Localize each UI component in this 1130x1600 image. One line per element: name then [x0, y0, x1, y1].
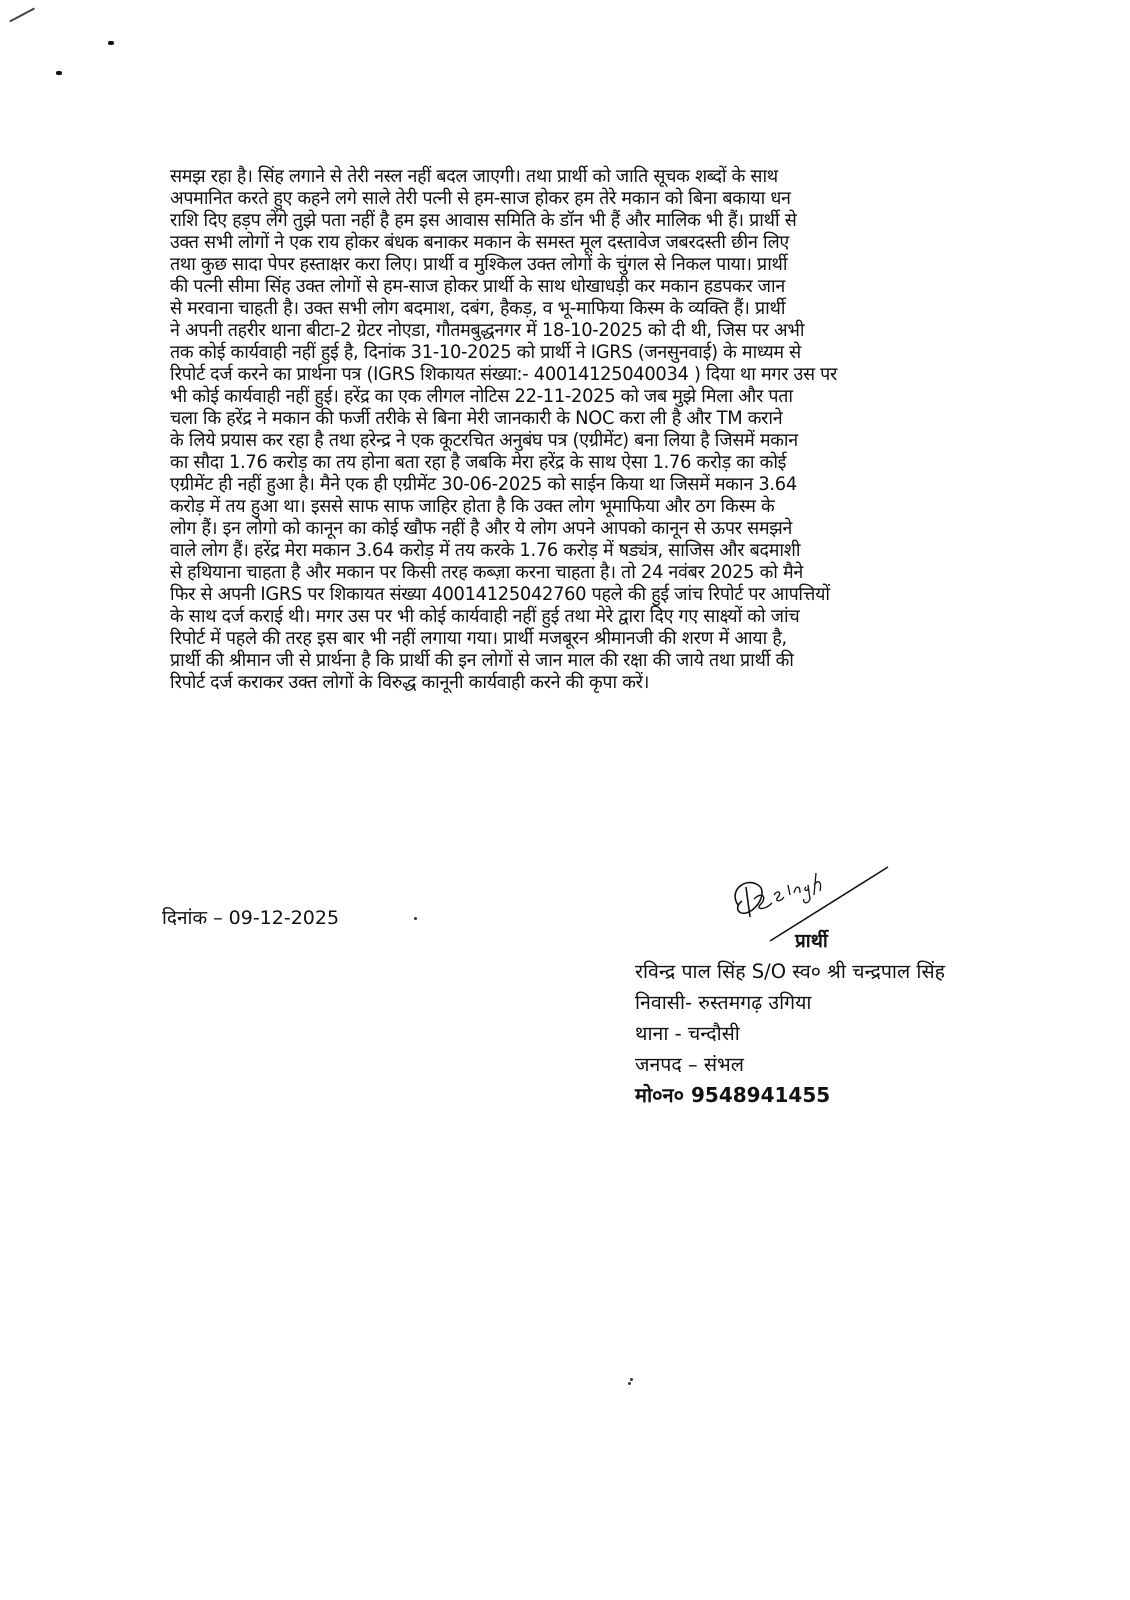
- scan-speck: [414, 917, 417, 920]
- body-line: अपमानित करते हुए कहने लगे साले तेरी पत्नी से हम-साज होकर हम तेरे मकान को बिना बकाया धन: [170, 188, 791, 209]
- scan-speck: [630, 1378, 633, 1381]
- scan-speck: [628, 1382, 631, 1385]
- body-line: प्रार्थी की श्रीमान जी से प्रार्थना है कि प्रार्थी की इन लोगों से जान माल की रक्षा की जाये तथा प्रार्थी की: [170, 650, 794, 671]
- body-line: रिपोर्ट दर्ज कराकर उक्त लोगों के विरुद्ध कानूनी कार्यवाही करने की कृपा करें।: [170, 672, 650, 693]
- body-line: के लिये प्रयास कर रहा है तथा हरेन्द्र ने एक कूटरचित अनुबंघ पत्र (एग्रीमेंट) बना लिया है जिसमें मकान: [170, 430, 798, 451]
- body-line: रिपोर्ट दर्ज करने का प्रार्थना पत्र (IGRS शिकायत संख्या:- 40014125040034 ) दिया था मगर उस पर: [170, 364, 837, 385]
- applicant-label: प्रार्थी: [795, 930, 828, 952]
- body-line: रिपोर्ट में पहले की तरह इस बार भी नहीं लगाया गया। प्रार्थी मजबूरन श्रीमानजी की शरण में आया है,: [170, 628, 787, 649]
- body-line: वाले लोग हैं। हरेंद्र मेरा मकान 3.64 करोड़ में तय करके 1.76 करोड़ में षड्यंत्र, साजिस और बदमाशी: [170, 540, 801, 561]
- body-line: की पत्नी सीमा सिंह उक्त लोगों से हम-साज होकर प्रार्थी के साथ धोखाधड़ी कर मकान हडपकर जान: [170, 276, 785, 297]
- body-line: से मरवाना चाहती है। उक्त सभी लोग बदमाश, दबंग, हैकड़, व भू-माफिया किस्म के व्यक्ति हैं। प्रार्थी: [170, 298, 786, 319]
- body-line: भी कोई कार्यवाही नहीं हुई। हरेंद्र का एक लीगल नोटिस 22-11-2025 को जब मुझे मिला और पता: [170, 386, 793, 407]
- body-line: उक्त सभी लोगों ने एक राय होकर बंधक बनाकर मकान के समस्त मूल दस्तावेज जबरदस्ती छीन लिए: [170, 232, 789, 253]
- body-line: से हथियाना चाहता है और मकान पर किसी तरह कब्ज़ा करना चाहता है। तो 24 नवंबर 2025 को मैने: [170, 562, 803, 583]
- body-line: फिर से अपनी IGRS पर शिकायत संख्या 40014125042760 पहले की हुई जांच रिपोर्ट पर आपत्तियों: [170, 584, 830, 605]
- body-line: चला कि हरेंद्र ने मकान की फर्जी तरीके से बिना मेरी जानकारी के NOC करा ली है और TM कराने: [170, 408, 783, 429]
- scan-mark-dot: [56, 71, 62, 75]
- scan-mark-line: [9, 8, 34, 22]
- applicant-district: जनपद – संभल: [635, 1053, 744, 1076]
- body-line: तक कोई कार्यवाही नहीं हुई है, दिनांक 31-10-2025 को प्रार्थी ने IGRS (जनसुनवाई) के माध्यम से: [170, 342, 801, 363]
- document-date: दिनांक – 09-12-2025: [162, 907, 340, 929]
- body-line: राशि दिए हड़प लेंगे तुझे पता नहीं है हम इस आवास समिति के डॉन भी हैं और मालिक भी हैं। प्रार्थी से: [170, 210, 797, 231]
- applicant-residence: निवासी- रुस्तमगढ़ उगिया: [635, 991, 812, 1014]
- applicant-mobile: मो०न० 9548941455: [635, 1083, 831, 1107]
- body-line: का सौदा 1.76 करोड़ का तय होना बता रहा है जबकि मेरा हरेंद्र के साथ ऐसा 1.76 करोड़ का कोई: [170, 452, 787, 473]
- body-line: लोग हैं। इन लोगो को कानून का कोई खौफ नहीं है और ये लोग अपने आपको कानून से ऊपर समझने: [170, 518, 793, 539]
- body-line: समझ रहा है। सिंह लगाने से तेरी नस्ल नहीं बदल जाएगी। तथा प्रार्थी को जाति सूचक शब्दों के साथ: [170, 166, 778, 187]
- complaint-body: [170, 166, 1005, 694]
- body-line: एग्रीमेंट ही नहीं हुआ है। मैने एक ही एग्रीमेंट 30-06-2025 को साईन किया था जिसमें मकान 3.64: [170, 474, 797, 495]
- body-line: के साथ दर्ज कराई थी। मगर उस पर भी कोई कार्यवाही नहीं हुई तथा मेरे द्वारा दिए गए साक्ष्यों को जांच: [170, 606, 800, 627]
- scan-mark-dot: [108, 41, 114, 45]
- applicant-name: रविन्द्र पाल सिंह S/O स्व० श्री चन्द्रपाल सिंह: [635, 960, 945, 983]
- body-line: तथा कुछ सादा पेपर हस्ताक्षर करा लिए। प्रार्थी व मुश्किल उक्त लोगों के चुंगल से निकल पाया। प्रार्थी: [170, 254, 788, 275]
- body-line: करोड़ में तय हुआ था। इससे साफ साफ जाहिर होता है कि उक्त लोग भूमाफिया और ठग किस्म के: [170, 496, 775, 517]
- applicant-police-station: थाना - चन्दौसी: [635, 1022, 740, 1045]
- body-line: ने अपनी तहरीर थाना बीटा-2 ग्रेटर नोएडा, गौतमबुद्धनगर में 18-10-2025 को दी थी, जिस पर अभी: [170, 320, 805, 341]
